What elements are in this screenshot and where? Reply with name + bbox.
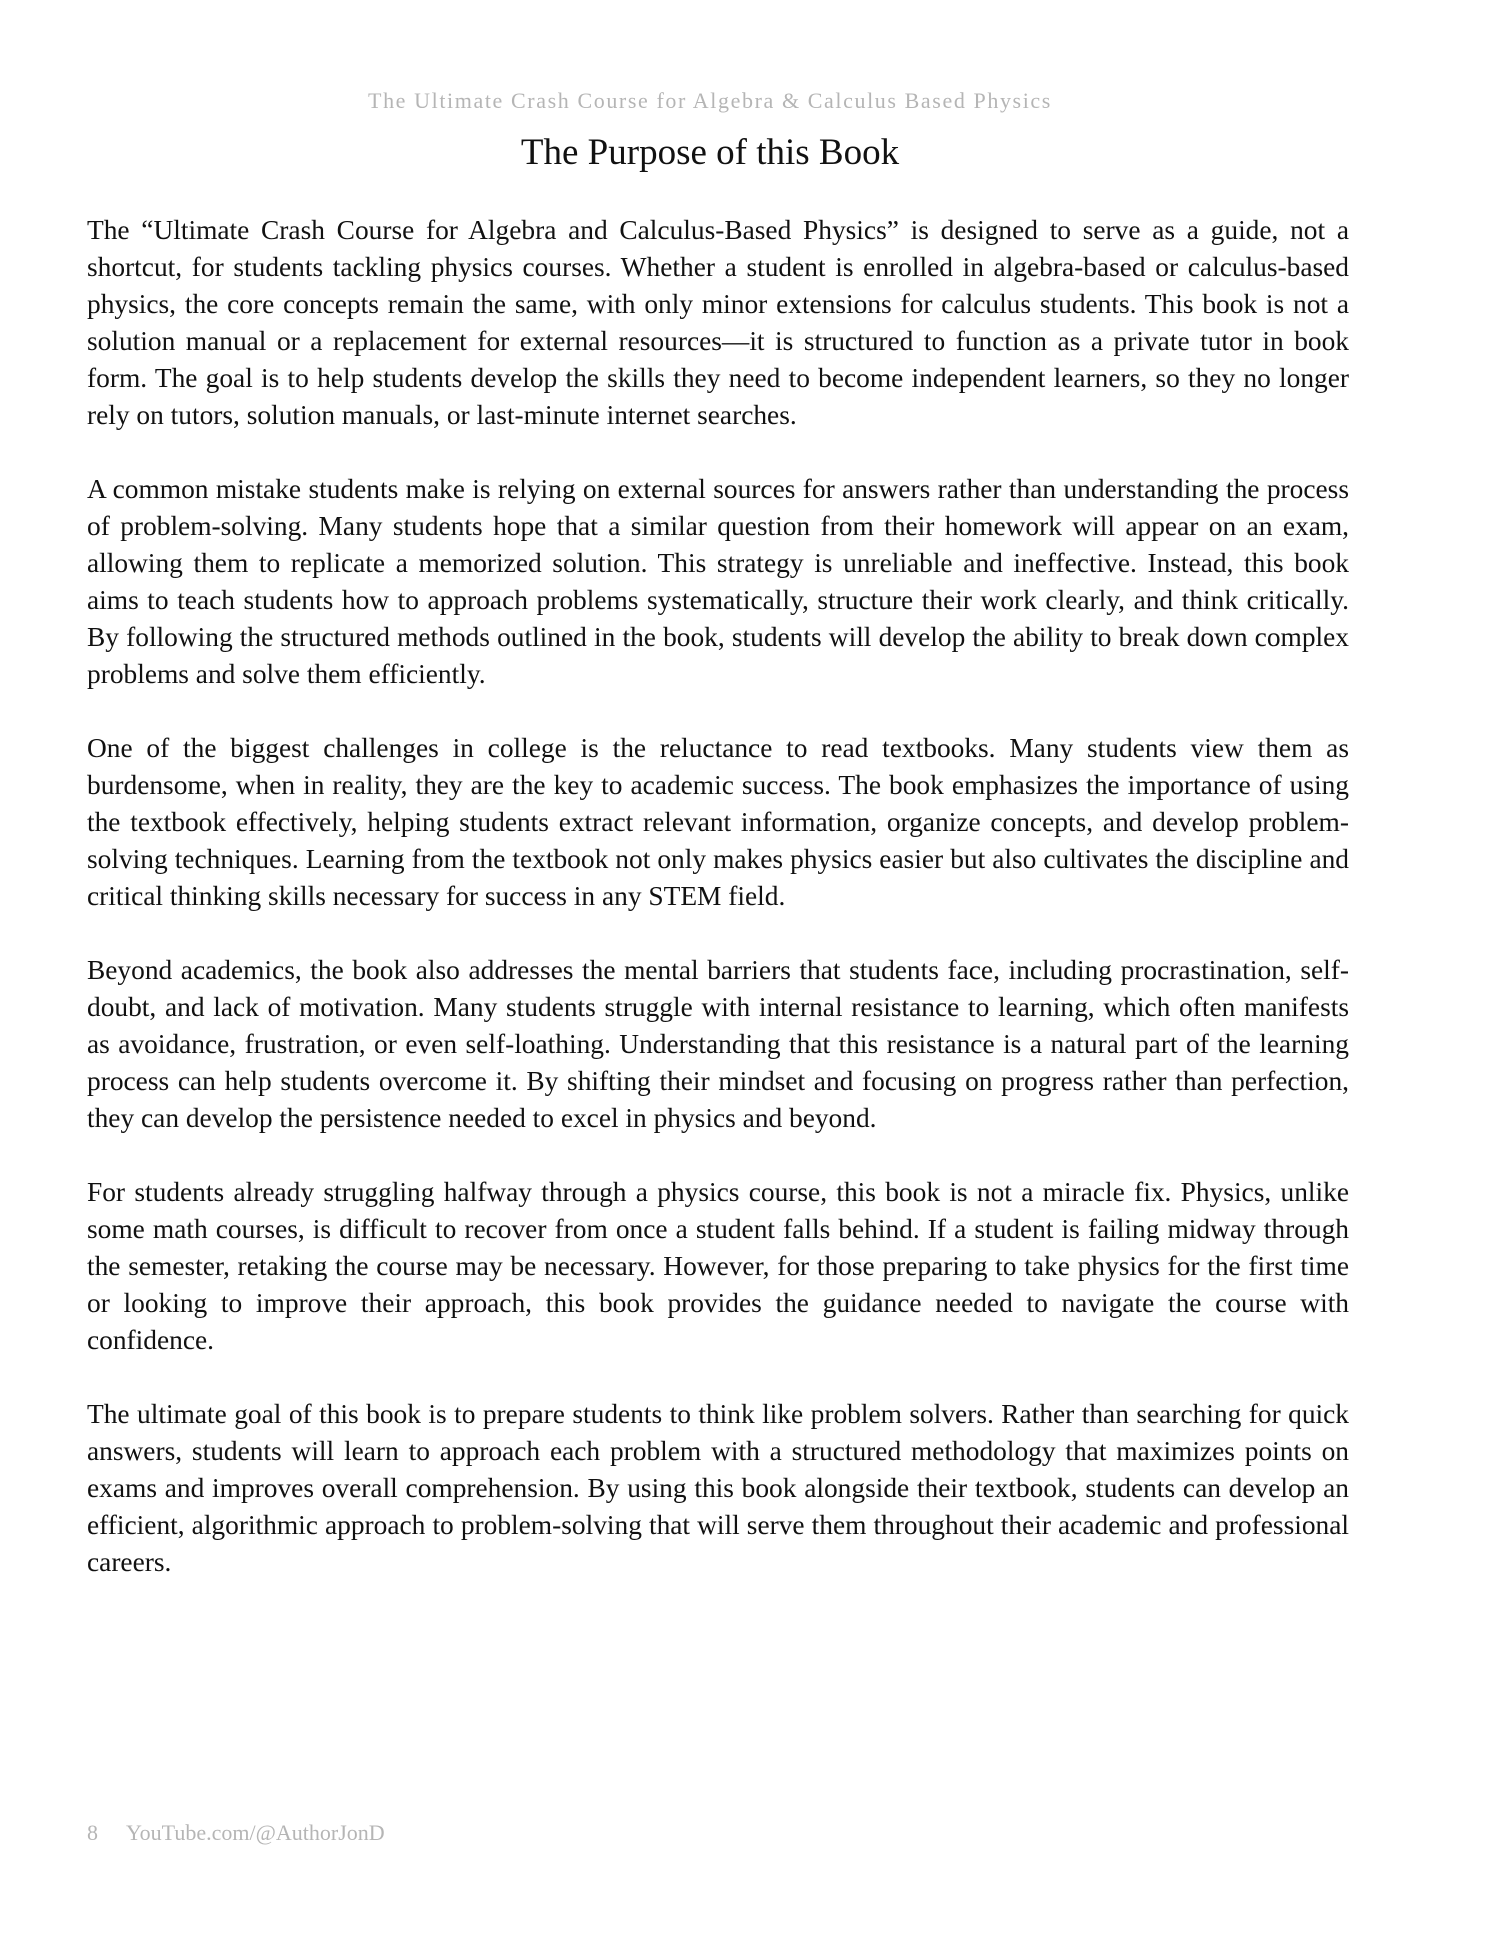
paragraph-common-mistake: A common mistake students make is relying on external sources for answers rather than understanding the process of problem-solving. Many students hope that a similar question from their homework will appear on an exam, allowing them to replicate a memorized solution. This strategy is unreliable and ineffective. Instead, this book aims to teach students how to approach problems systematically, structure their work clearly, and think critically. By following the structured methods outlined in the book, students will develop the ability to break down complex problems and solve them efficiently. [87,474,1349,689]
paragraph-textbooks: One of the biggest challenges in college is the reluctance to read textbooks. Many students view them as burdensome, when in reality, they are the key to academic success. The book emphasizes the importance of using the textbook effectively, helping students extract relevant information, organize concepts, and develop problem-solving techniques. Learning from the textbook not only makes physics easier but also cultivates the discipline and critical thinking skills necessary for success in any STEM field. [87,733,1349,911]
body-text [87,212,1349,1618]
paragraph-intro: The “Ultimate Crash Course for Algebra and Calculus-Based Physics” is designed to serve as a guide, not a shortcut, for students tackling physics courses. Whether a student is enrolled in algebra-based or calculus-based physics, the core concepts remain the same, with only minor extensions for calculus students. This book is not a solution manual or a replacement for external resources—it is structured to function as a private tutor in book form. The goal is to help students develop the skills they need to become independent learners, so they no longer rely on tutors, solution manuals, or last-minute internet searches. [87,215,1349,430]
page-footer [87,1820,385,1846]
paragraph-struggling-students: For students already struggling halfway through a physics course, this book is not a miracle fix. Physics, unlike some math courses, is difficult to recover from once a student falls behind. If a student is failing midway through the semester, retaking the course may be necessary. However, for those preparing to take physics for the first time or looking to improve their approach, this book provides the guidance needed to navigate the course with confidence. [87,1177,1349,1355]
page-number: 8 [87,1820,98,1845]
page-title: The Purpose of this Book [520,132,900,173]
paragraph-ultimate-goal: The ultimate goal of this book is to prepare students to think like problem solvers. Rather than searching for quick answers, students will learn to approach each problem with a structured methodology that maximizes points on exams and improves overall comprehension. By using this book alongside their textbook, students can develop an efficient, algorithmic approach to problem-solving that will serve them throughout their academic and professional careers. [87,1399,1349,1577]
paragraph-mental-barriers: Beyond academics, the book also addresses the mental barriers that students face, including procrastination, self-doubt, and lack of motivation. Many students struggle with internal resistance to learning, which often manifests as avoidance, frustration, or even self-loathing. Understanding that this resistance is a natural part of the learning process can help students overcome it. By shifting their mindset and focusing on progress rather than perfection, they can develop the persistence needed to excel in physics and beyond. [87,955,1349,1133]
running-header: The Ultimate Crash Course for Algebra & Calculus Based Physics [368,88,1052,113]
footer-link[interactable]: YouTube.com/@AuthorJonD [126,1820,385,1845]
